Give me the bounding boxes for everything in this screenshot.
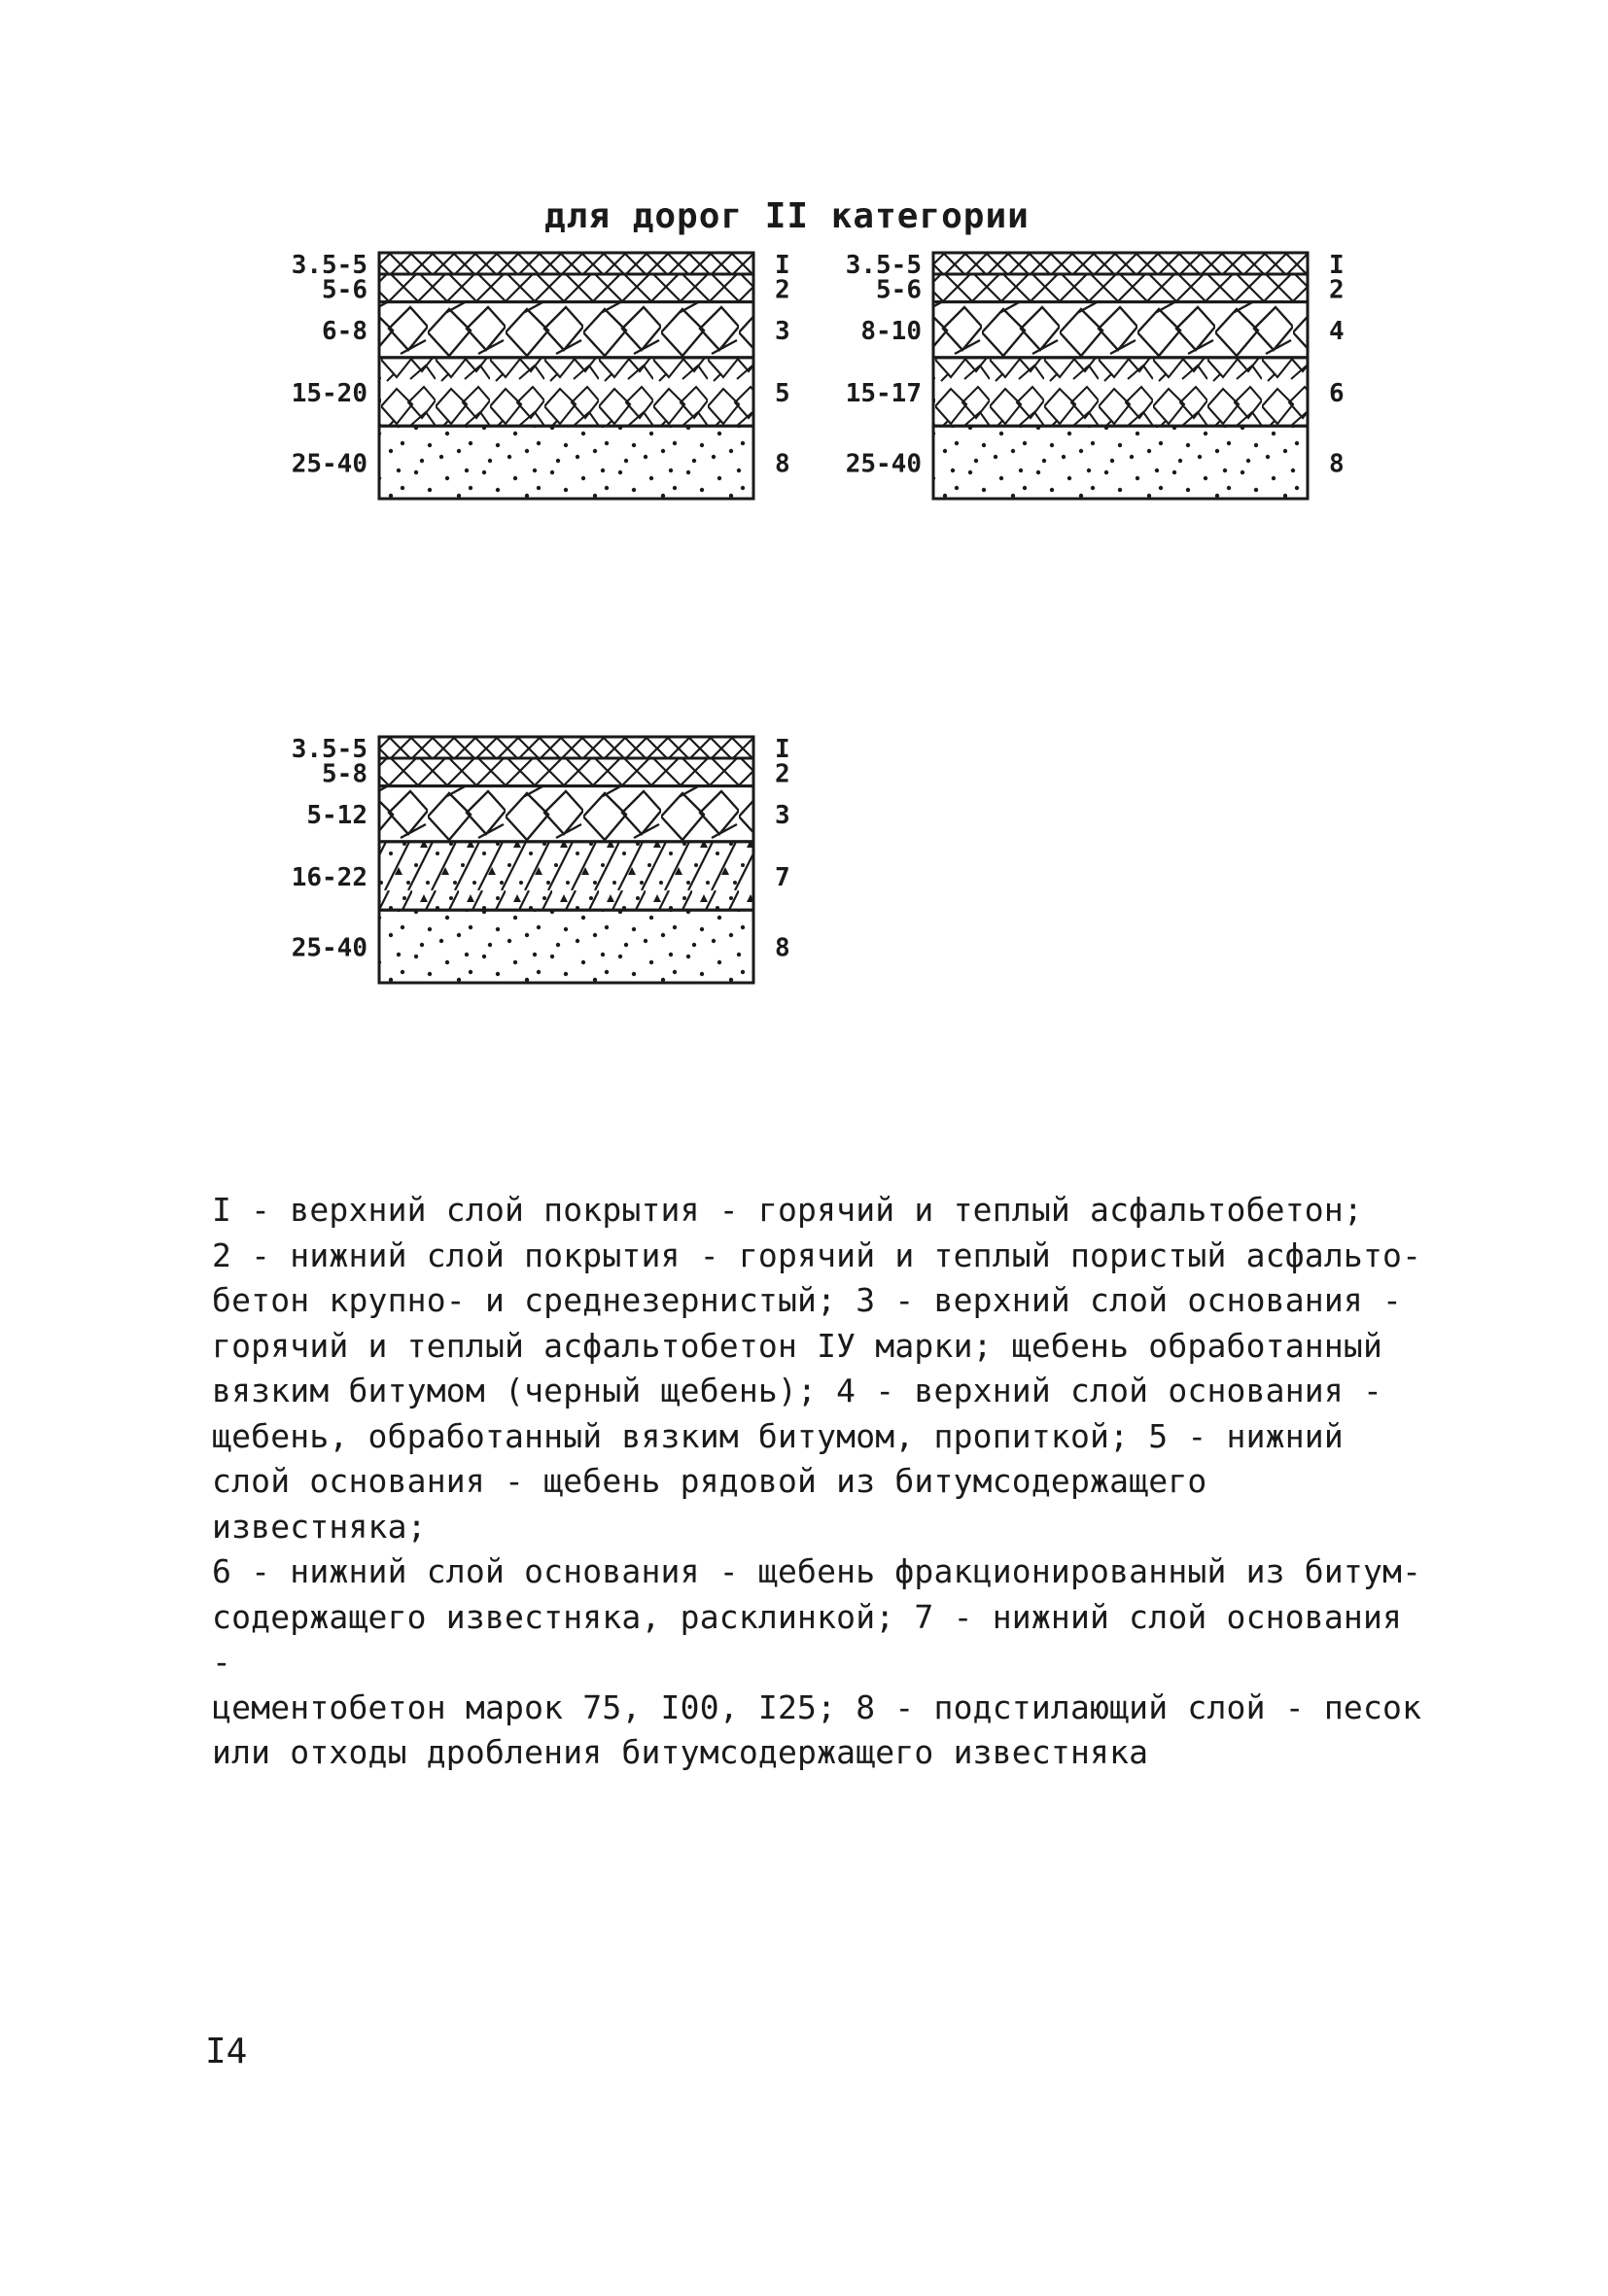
layer-code-label: 6: [1329, 379, 1345, 408]
layer-thickness-label: 15-20: [291, 379, 367, 408]
layer-2: [322, 274, 790, 304]
layer-thickness-label: 5-6: [876, 275, 922, 305]
layer-code-label: I: [775, 251, 790, 280]
layer-thickness-label: 25-40: [845, 449, 922, 479]
pavement-section-a: [272, 243, 817, 671]
layer-code-label: I: [775, 735, 790, 764]
layer-thickness-label: 5-6: [322, 275, 367, 305]
layer-code-label: 8: [1329, 449, 1345, 479]
layer-thickness-label: 6-8: [322, 317, 367, 347]
pavement-section-c-drawing: [272, 727, 817, 1155]
layer-thickness-label: 15-17: [845, 379, 922, 408]
layer-fill-sand: [379, 426, 753, 499]
layer-thickness-label: 3.5-5: [291, 251, 367, 280]
layer-8: [846, 426, 1345, 499]
layer-8: [292, 910, 790, 983]
layer-fill-crushed-stone-fine: [379, 358, 753, 426]
layer-fill-concrete: [379, 842, 753, 910]
pavement-section-c: [272, 727, 817, 1155]
layer-code-label: 3: [775, 801, 790, 831]
layer-thickness-label: 16-22: [291, 863, 367, 892]
layer-thickness-label: 3.5-5: [291, 735, 367, 764]
layer-legend: I - верхний слой покрытия - горячий и теплый асфальтобетон; 2 - нижний слой покрытия - горячий и теплый пористый асфальто- бетон крупно- и среднезернистый; 3 - верхний слой основания - горячий и теплый асфальтобетон IУ марки; щебень обработанный вязким битумом (черный щебень); 4 - верхний слой основания - щебень, обработанный вязким битумом, пропиткой; 5 - нижний слой основания - щебень рядовой из битумсодержащего известняка; 6 - нижний слой основания - щебень фракционированный из битум- содержащего известняка, расклинкой; 7 - нижний слой основания - цементобетон марок 75, I00, I25; 8 - подстилающий слой - песок или отходы дробления битумсодержащего известняка: [212, 1191, 1422, 1771]
layer-code-label: 3: [775, 317, 790, 347]
figure-heading: для дорог II категории: [544, 196, 1030, 236]
layer-fill-crosshatch: [379, 274, 753, 302]
layer-thickness-label: 5-8: [322, 759, 367, 789]
layer-code-label: 4: [1329, 317, 1345, 347]
layer-2: [876, 274, 1345, 304]
layer-fill-crosshatch-fine: [933, 253, 1308, 274]
layer-6: [846, 358, 1345, 426]
layer-fill-crushed-stone: [379, 302, 753, 358]
layer-thickness-label: 25-40: [291, 449, 367, 479]
layer-code-label: 8: [775, 449, 790, 479]
layer-fill-crushed-stone: [933, 302, 1308, 358]
layer-fill-crushed-stone: [379, 786, 753, 842]
layer-5: [292, 358, 790, 426]
pavement-section-a-drawing: [272, 243, 817, 671]
layer-fill-sand: [933, 426, 1308, 499]
layer-4: [860, 302, 1344, 358]
layer-fill-crosshatch: [379, 758, 753, 786]
layer-7: [292, 842, 790, 910]
pavement-section-b-drawing: [826, 243, 1371, 671]
layer-fill-crosshatch-fine: [379, 737, 753, 758]
layer-fill-crushed-stone-fine: [933, 358, 1308, 426]
layer-code-label: 2: [775, 759, 790, 789]
layer-fill-crosshatch: [933, 274, 1308, 302]
layer-thickness-label: 5-12: [306, 801, 367, 831]
layer-code-label: I: [1329, 251, 1345, 280]
layer-8: [292, 426, 790, 499]
layer-thickness-label: 8-10: [860, 317, 922, 347]
layer-3: [306, 786, 789, 842]
layer-fill-crosshatch-fine: [379, 253, 753, 274]
layer-code-label: 7: [775, 863, 790, 892]
layer-fill-sand: [379, 910, 753, 983]
layer-3: [322, 302, 790, 358]
layer-thickness-label: 3.5-5: [845, 251, 922, 280]
page-number: I4: [205, 2032, 248, 2071]
layer-code-label: 8: [775, 933, 790, 963]
layer-thickness-label: 25-40: [291, 933, 367, 963]
layer-code-label: 2: [775, 275, 790, 305]
layer-2: [322, 758, 790, 788]
layer-code-label: 5: [775, 379, 790, 408]
pavement-section-b: [826, 243, 1371, 671]
layer-code-label: 2: [1329, 275, 1345, 305]
